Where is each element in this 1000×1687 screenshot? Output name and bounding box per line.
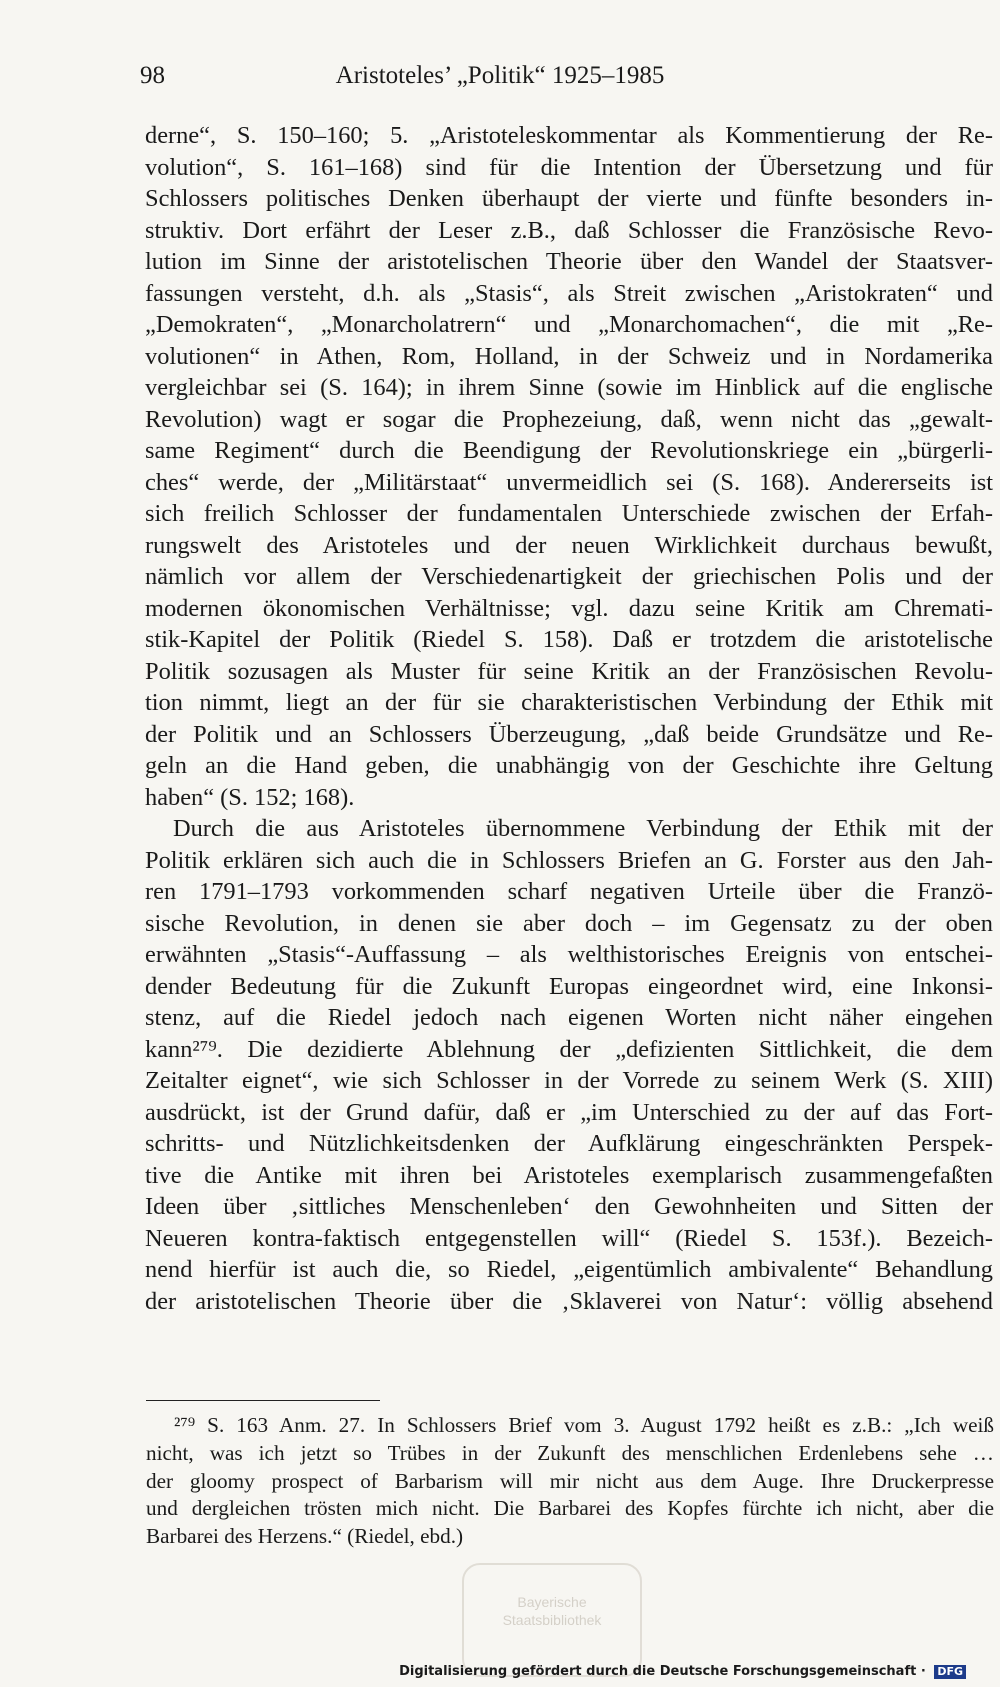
- body-line: Schlossers politisches Denken überhaupt der vierte und fünfte besonders in-: [145, 185, 993, 212]
- body-line: nämlich vor allem der Verschiedenartigkeit der griechischen Polis und der: [145, 563, 993, 590]
- body-line: Durch die aus Aristoteles übernommene Verbindung der Ethik mit der: [173, 815, 993, 842]
- body-line: stik-Kapitel der Politik (Riedel S. 158). Daß er trotzdem die aristotelische: [145, 626, 993, 653]
- footnote-line: nicht, was ich jetzt so Trübes in der Zukunft des menschlichen Erdenlebens sehe …: [146, 1440, 994, 1465]
- body-line: Politik erklären sich auch die in Schlossers Briefen an G. Forster aus den Jah-: [145, 846, 993, 874]
- body-line: „Demokraten“, „Monarcholatrern“ und „Monarchomachen“, die mit „Re-: [145, 311, 993, 338]
- body-line: Politik sozusagen als Muster für seine Kritik an der Französischen Revolu-: [145, 657, 993, 685]
- body-line: ausdrückt, ist der Grund dafür, daß er „im Unterschied zu der auf das Fort-: [145, 1098, 993, 1126]
- body-line: tive die Antike mit ihren bei Aristoteles exemplarisch zusammengefaßten: [145, 1161, 993, 1189]
- body-line: sich freilich Schlosser der fundamentalen Unterschiede zwischen der Erfah-: [145, 500, 993, 527]
- body-text: [145, 120, 993, 1317]
- body-line: der Politik und an Schlossers Überzeugung, „daß beide Grundsätze und Re-: [145, 720, 993, 748]
- body-line: dender Bedeutung für die Zukunft Europas eingeordnet wird, eine Inkonsi-: [145, 972, 993, 1000]
- body-line: sische Revolution, in denen sie aber doch – im Gegensatz zu der oben: [145, 909, 993, 937]
- body-line: fassungen versteht, d.h. als „Stasis“, als Streit zwischen „Aristokraten“ und: [145, 279, 993, 307]
- body-line: vergleichbar sei (S. 164); in ihrem Sinne (sowie im Hinblick auf die englische: [145, 374, 993, 401]
- digitization-credit: [399, 1664, 966, 1679]
- body-line: stenz, auf die Riedel jedoch nach eigenen Worten nicht näher eingehen: [145, 1004, 993, 1031]
- library-stamp: [462, 1563, 642, 1677]
- body-line: Neueren kontra-faktisch entgegenstellen will“ (Riedel S. 153f.). Bezeich-: [145, 1224, 993, 1252]
- body-line: ches“ werde, der „Militärstaat“ unvermeidlich sei (S. 168). Andererseits ist: [145, 468, 993, 496]
- body-line: nend hierfür ist auch die, so Riedel, „eigentümlich ambivalente“ Behandlung: [145, 1256, 993, 1283]
- body-line: kann²⁷⁹. Die dezidierte Ablehnung der „defizienten Sittlichkeit, die dem: [145, 1035, 993, 1063]
- body-line: struktiv. Dort erfährt der Leser z.B., daß Schlosser die Französische Revo-: [145, 216, 993, 244]
- footnote-line: und dergleichen trösten mich nicht. Die Barbarei des Kopfes fürchte ich nicht, aber die: [146, 1496, 994, 1521]
- body-line: ren 1791–1793 vorkommenden scharf negativen Urteile über die Franzö-: [145, 878, 993, 905]
- body-line: same Regiment“ durch die Beendigung der Revolutionskriege ein „bürgerli-: [145, 437, 993, 464]
- footnote-divider: [146, 1400, 380, 1401]
- body-line: Ideen über ‚sittliches Menschenleben‘ den Gewohnheiten und Sitten der: [145, 1193, 993, 1220]
- stamp-line: Bayerische: [517, 1594, 587, 1610]
- dfg-logo-icon: DFG: [934, 1665, 966, 1679]
- body-line: volutionen“ in Athen, Rom, Holland, in der Schweiz und in Nordamerika: [145, 342, 993, 370]
- body-line: modernen ökonomischen Verhältnisse; vgl. dazu seine Kritik am Chremati-: [145, 594, 993, 622]
- footnote-line: ²⁷⁹ S. 163 Anm. 27. In Schlossers Brief vom 3. August 1792 heißt es z.B.: „Ich weiß: [174, 1413, 994, 1437]
- body-line: Revolution) wagt er sogar die Prophezeiung, daß, wenn nicht das „gewalt-: [145, 405, 993, 433]
- credit-text: Digitalisierung gefördert durch die Deutsche Forschungsgemeinschaft ·: [399, 1664, 926, 1679]
- body-line: volution“, S. 161–168) sind für die Intention der Übersetzung und für: [145, 153, 993, 181]
- page-number: 98: [140, 62, 165, 89]
- body-line: rungswelt des Aristoteles und der neuen Wirklichkeit durchaus bewußt,: [145, 531, 993, 559]
- body-line: lution im Sinne der aristotelischen Theorie über den Wandel der Staatsver-: [145, 248, 993, 275]
- footnotes: [146, 1412, 994, 1551]
- body-line: Zeitalter eignet“, wie sich Schlosser in der Vorrede zu seinem Werk (S. XIII): [145, 1067, 993, 1094]
- stamp-line: Staatsbibliothek: [502, 1612, 602, 1628]
- body-line: tion nimmt, liegt an der für sie charakteristischen Verbindung der Ethik mit: [145, 689, 993, 716]
- running-title: Aristoteles’ „Politik“ 1925–1985: [335, 62, 665, 89]
- body-line: erwähnten „Stasis“-Auffassung – als welthistorisches Ereignis von entschei-: [145, 941, 993, 968]
- body-line: haben“ (S. 152; 168).: [145, 783, 355, 811]
- body-line: schritts- und Nützlichkeitsdenken der Aufklärung eingeschränkten Perspek-: [145, 1130, 993, 1157]
- body-line: derne“, S. 150–160; 5. „Aristoteleskommentar als Kommentierung der Re-: [145, 122, 993, 149]
- page-header: [140, 62, 1000, 102]
- body-line: geln an die Hand geben, die unabhängig von der Geschichte ihre Geltung: [145, 752, 993, 779]
- footnote-line: der gloomy prospect of Barbarism will mir nicht aus dem Auge. Ihre Druckerpresse: [146, 1468, 994, 1493]
- body-line: der aristotelischen Theorie über die ‚Sklaverei von Natur‘: völlig absehend: [145, 1287, 993, 1315]
- footnote-line: Barbarei des Herzens.“ (Riedel, ebd.): [146, 1524, 464, 1549]
